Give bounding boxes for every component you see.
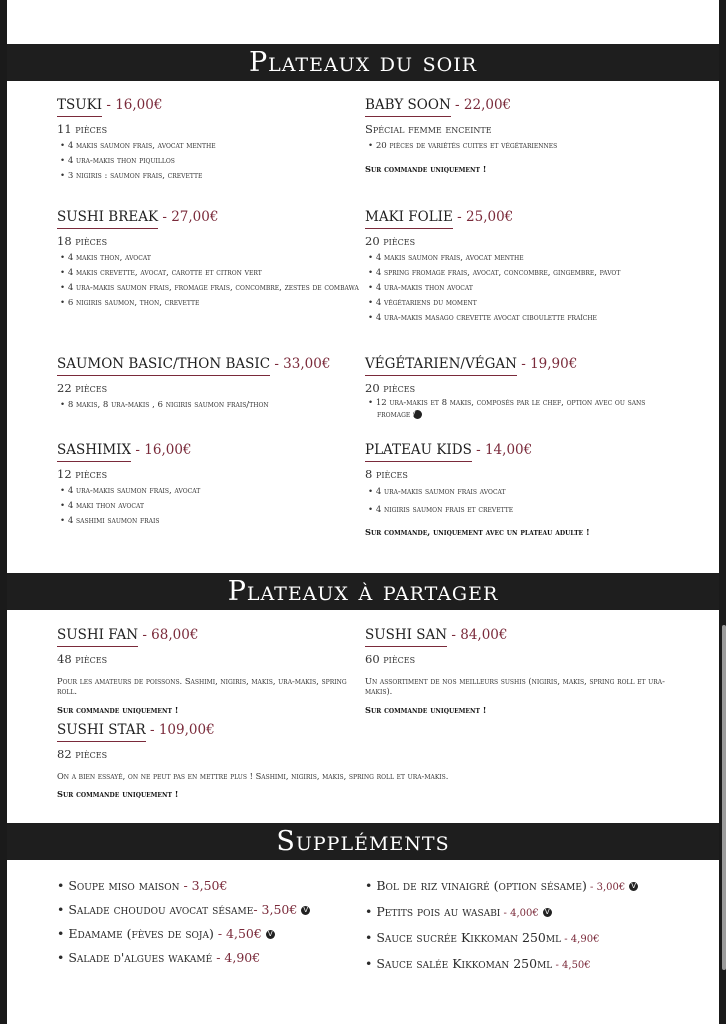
menu-item-baby-soon xyxy=(365,94,675,174)
item-price: - 84,00€ xyxy=(447,627,508,643)
item-title: SUSHI BREAK xyxy=(57,209,158,229)
section-banner-soir: Plateaux du soir xyxy=(7,44,719,81)
item-price: - 27,00€ xyxy=(158,209,219,225)
supplement-label: Bol de riz vinaigré (option sésame) xyxy=(376,878,587,893)
supplement-price: - 4,90€ xyxy=(561,934,600,945)
item-price: - 19,90€ xyxy=(516,356,578,372)
scrollbar[interactable] xyxy=(722,625,726,970)
item-line: • 8 makis, 8 ura-makis , 6 nigiris saumon frais/thon xyxy=(57,398,367,413)
item-count: Spécial femme enceinte xyxy=(365,122,492,136)
item-count: 20 pièces xyxy=(365,234,416,248)
menu-item-vegetarien xyxy=(365,353,665,421)
supplement-price: - 3,50€ xyxy=(179,878,228,893)
section-banner-partager: Plateaux à partager xyxy=(7,573,719,610)
menu-item-sushi-star xyxy=(57,719,697,799)
vegan-icon: V xyxy=(413,410,422,419)
item-count: 18 pièces xyxy=(57,234,108,248)
item-desc: Pour les amateurs de poissons. Sashimi, nigiris, makis, ura-makis, spring roll. xyxy=(57,676,347,697)
item-desc: Un assortiment de nos meilleurs sushis (nigiris, makis, spring roll et ura-makis). xyxy=(365,676,665,697)
supplement-item: • Soupe miso maison - 3,50€ xyxy=(57,878,228,893)
menu-item-sushi-san xyxy=(365,624,675,715)
item-title: SUSHI SAN xyxy=(365,627,447,647)
supplement-item: • Petits pois au wasabi - 4,00€ V xyxy=(365,900,638,926)
supplement-label: Soupe miso maison xyxy=(68,878,180,893)
item-line: • 4 makis saumon frais, avocat menthe xyxy=(365,251,695,266)
top-margin xyxy=(7,0,719,44)
item-title: SUSHI STAR xyxy=(57,722,146,742)
item-line: • 4 ura-makis saumon frais, fromage frais, concombre, zestes de combawa xyxy=(57,281,367,296)
item-line: • 4 nigiris saumon frais et crevette xyxy=(365,502,675,520)
supplement-item: • Edamame (fèves de soja) - 4,50€ V xyxy=(57,922,310,946)
item-count: 20 pièces xyxy=(365,381,416,395)
item-price: - 22,00€ xyxy=(450,97,512,113)
item-title: MAKI FOLIE xyxy=(365,209,453,229)
item-count: 11 pièces xyxy=(57,122,108,136)
menu-item-sushi-break xyxy=(57,206,367,311)
item-count: 12 pièces xyxy=(57,467,108,481)
vegan-icon: V xyxy=(266,930,275,939)
item-note: Sur commande uniquement ! xyxy=(365,704,487,715)
supplement-item: • Salade d'algues wakamé - 4,90€ xyxy=(57,950,261,965)
item-desc: On a bien essayé, on ne peut pas en mettre plus ! Sashimi, nigiris, makis, spring roll et ura-makis. xyxy=(57,771,449,781)
item-line: • 4 végétariens du moment xyxy=(365,296,695,311)
item-price: - 14,00€ xyxy=(471,442,533,458)
item-line: • 20 pièces de variétés cuites et végétariennes xyxy=(365,139,675,154)
item-line: • 4 ura-makis thon piquillos xyxy=(57,154,367,169)
supplement-item: • Bol de riz vinaigré (option sésame) - 3,00€ V xyxy=(365,874,638,900)
item-price: - 109,00€ xyxy=(145,722,215,738)
item-line: • 4 ura-makis saumon frais avocat xyxy=(365,484,675,502)
item-count: 22 pièces xyxy=(57,381,108,395)
supplement-label: Salade d'algues wakamé xyxy=(68,950,213,965)
item-count: 60 pièces xyxy=(365,652,416,666)
supplement-label: Edamame (fèves de soja) xyxy=(68,926,214,941)
item-line: • 4 maki thon avocat xyxy=(57,499,367,514)
supplement-price: - 4,50€ xyxy=(552,960,591,971)
supplement-item: • Salade choudou avocat sésame- 3,50€ V xyxy=(57,898,310,922)
item-line: • 4 ura-makis thon avocat xyxy=(365,281,695,296)
section-banner-supplements: Suppléments xyxy=(7,823,719,860)
supplement-label: Sauce salée Kikkoman 250ml xyxy=(376,956,553,971)
item-line: • 4 makis saumon frais, avocat menthe xyxy=(57,139,367,154)
supplement-item: • Sauce sucrée Kikkoman 250ml - 4,90€ xyxy=(365,930,600,945)
item-price: - 25,00€ xyxy=(452,209,514,225)
item-title: SASHIMIX xyxy=(57,442,131,462)
supplement-label: Sauce sucrée Kikkoman 250ml xyxy=(376,930,562,945)
item-line: • 6 nigiris saumon, thon, crevette xyxy=(57,296,367,311)
supplements-left-list xyxy=(57,874,310,970)
item-line: • 4 spring fromage frais, avocat, concombre, gingembre, pavot xyxy=(365,266,695,281)
item-line: • 4 makis thon, avocat xyxy=(57,251,367,266)
item-count: 8 pièces xyxy=(365,467,408,481)
menu-item-sashimix xyxy=(57,439,367,529)
item-count: 48 pièces xyxy=(57,652,108,666)
item-note: Sur commande uniquement ! xyxy=(57,789,179,800)
item-line: • 3 nigiris : saumon frais, crevette xyxy=(57,169,367,184)
supplement-price: - 4,00€ xyxy=(500,908,539,919)
vegan-icon: V xyxy=(629,882,638,891)
supplement-label: Salade choudou avocat sésame xyxy=(68,902,254,917)
item-note: Sur commande uniquement ! xyxy=(57,704,179,715)
supplement-price: - 4,90€ xyxy=(212,950,261,965)
item-price: - 16,00€ xyxy=(102,97,163,113)
item-line: • 4 ura-makis masago crevette avocat ciboulette fraîche xyxy=(365,311,695,326)
menu-item-plateau-kids xyxy=(365,439,675,537)
item-line-text: 12 ura-makis et 8 makis, composés par le chef, option avec ou sans fromage xyxy=(375,398,646,420)
item-note: Sur commande, uniquement avec un plateau adulte ! xyxy=(365,527,590,538)
item-title: SUSHI FAN xyxy=(57,627,138,647)
item-title: VÉGÉTARIEN/VÉGAN xyxy=(365,356,517,376)
item-title: PLATEAU KIDS xyxy=(365,442,472,462)
item-title: BABY SOON xyxy=(365,97,451,117)
item-price: - 33,00€ xyxy=(270,356,331,372)
supplement-price: - 3,50€ xyxy=(253,902,298,917)
item-line: • 4 makis crevette, avocat, carotte et citron vert xyxy=(57,266,367,281)
item-title: TSUKI xyxy=(57,97,102,117)
supplements-right-list xyxy=(365,874,638,978)
menu-item-saumon-basic xyxy=(57,353,367,413)
supplement-price: - 3,00€ xyxy=(586,882,626,893)
supplement-label: Petits pois au wasabi xyxy=(376,904,501,919)
item-title: SAUMON BASIC/THON BASIC xyxy=(57,356,270,376)
item-line xyxy=(365,398,665,421)
item-count: 82 pièces xyxy=(57,747,108,761)
menu-page xyxy=(7,0,719,1024)
item-line: • 4 ura-makis saumon frais, avocat xyxy=(57,484,367,499)
vegan-icon: V xyxy=(301,906,310,915)
menu-item-sushi-fan xyxy=(57,624,367,715)
menu-item-tsuki xyxy=(57,94,367,184)
vegan-icon: V xyxy=(543,908,552,917)
item-price: - 68,00€ xyxy=(138,627,199,643)
menu-item-maki-folie xyxy=(365,206,695,326)
item-line: • 4 sashimi saumon frais xyxy=(57,514,367,529)
supplement-item: • Sauce salée Kikkoman 250ml - 4,50€ xyxy=(365,956,591,971)
item-price: - 16,00€ xyxy=(131,442,192,458)
item-note: Sur commande uniquement ! xyxy=(365,164,487,175)
supplement-price: - 4,50€ xyxy=(213,926,262,941)
